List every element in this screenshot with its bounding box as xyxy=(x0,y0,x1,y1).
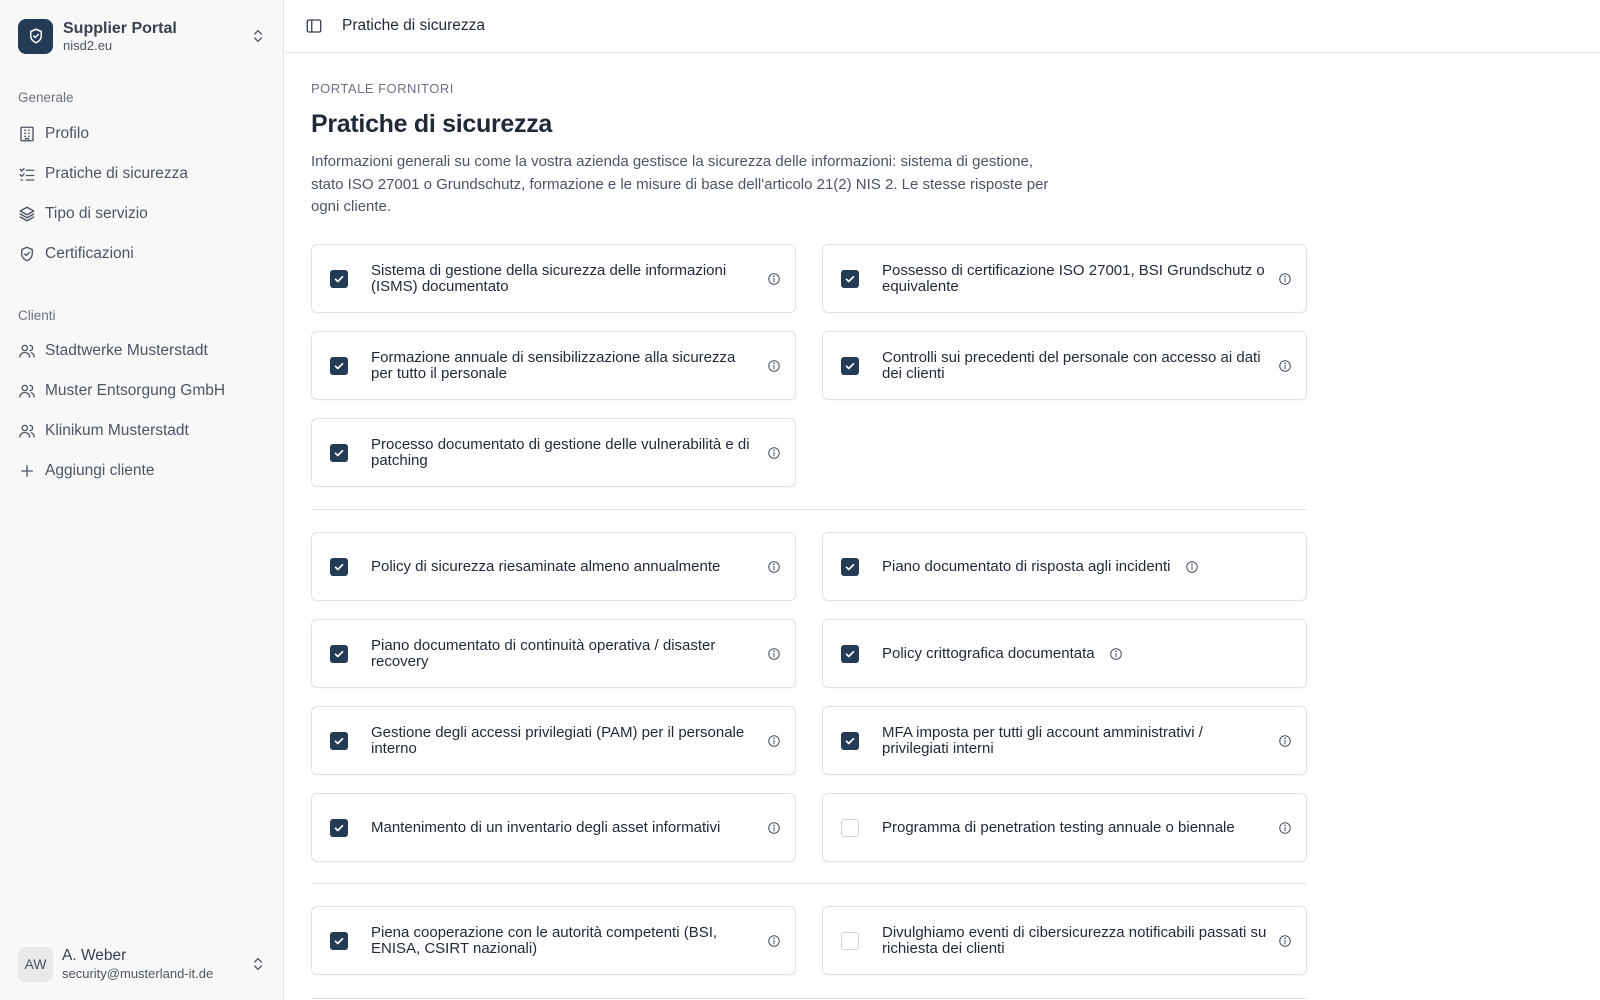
page-title: Pratiche di sicurezza xyxy=(311,110,553,138)
users-icon xyxy=(18,422,36,440)
practice-checkbox[interactable] xyxy=(330,732,348,750)
shield-logo-icon xyxy=(18,19,53,54)
info-icon[interactable] xyxy=(1185,560,1199,574)
user-email: security@musterland-it.de xyxy=(62,966,214,981)
info-icon[interactable] xyxy=(767,446,781,460)
practice-card[interactable] xyxy=(822,793,1307,862)
practice-label: Gestione degli accessi privilegiati (PAM) per il personale interno xyxy=(371,724,745,757)
practice-checkbox[interactable] xyxy=(330,357,348,375)
info-icon[interactable] xyxy=(1278,821,1292,835)
info-icon[interactable] xyxy=(767,734,781,748)
sidebar-item-client-klinikum[interactable] xyxy=(10,414,272,448)
practice-label: Sistema di gestione della sicurezza delle informazioni (ISMS) documentato xyxy=(371,262,727,295)
practice-label: Piano documentato di continuità operativa / disaster recovery xyxy=(371,637,716,670)
practice-checkbox[interactable] xyxy=(841,645,859,663)
practice-label: MFA imposta per tutti gli account amministrativi / privilegiati interni xyxy=(882,724,1203,757)
org-domain: nisd2.eu xyxy=(63,37,113,53)
practice-card[interactable] xyxy=(311,793,796,862)
practice-checkbox[interactable] xyxy=(841,558,859,576)
practice-label: Formazione annuale di sensibilizzazione alla sicurezza per tutto il personale xyxy=(371,349,736,382)
users-icon xyxy=(18,342,36,360)
info-icon[interactable] xyxy=(1278,359,1292,373)
page-description: Informazioni generali su come la vostra azienda gestisce la sicurezza delle informazioni: sistema di gestione, stato ISO 27001 o Grundschutz, formazione e le misure di base dell'articolo 21(2) NIS 2. Le stesse risposte per ogni cliente. xyxy=(311,153,1049,215)
practice-card[interactable] xyxy=(311,244,796,313)
sidebar-item-label: Pratiche di sicurezza xyxy=(45,165,189,182)
org-name: Supplier Portal xyxy=(63,19,177,37)
practice-checkbox[interactable] xyxy=(330,270,348,288)
sidebar-item-label: Stadtwerke Musterstadt xyxy=(45,342,208,359)
practice-card[interactable] xyxy=(822,706,1307,775)
sidebar-item-pratiche[interactable] xyxy=(10,157,272,191)
practice-card[interactable] xyxy=(822,331,1307,400)
sidebar-item-label: Klinikum Musterstadt xyxy=(45,422,189,439)
add-client-label: Aggiungi cliente xyxy=(45,462,155,479)
practice-label: Programma di penetration testing annuale o biennale xyxy=(882,818,1235,836)
plus-icon xyxy=(18,462,36,480)
section-divider xyxy=(311,998,1307,999)
shield-check-icon xyxy=(18,245,36,263)
practice-card[interactable] xyxy=(822,619,1307,688)
info-icon[interactable] xyxy=(1109,647,1123,661)
building-icon xyxy=(18,125,36,143)
checklist-icon xyxy=(18,165,36,183)
practice-label: Piano documentato di risposta agli incidenti xyxy=(882,557,1171,575)
layers-icon xyxy=(18,205,36,223)
practice-checkbox[interactable] xyxy=(841,357,859,375)
practice-card[interactable] xyxy=(822,906,1307,975)
info-icon[interactable] xyxy=(767,647,781,661)
info-icon[interactable] xyxy=(767,359,781,373)
chevron-up-down-icon xyxy=(250,956,266,972)
topbar xyxy=(285,0,1600,53)
practice-card[interactable] xyxy=(822,244,1307,313)
practice-card[interactable] xyxy=(311,706,796,775)
nav-section-general: Generale xyxy=(18,90,74,105)
info-icon[interactable] xyxy=(1278,934,1292,948)
practice-checkbox[interactable] xyxy=(841,732,859,750)
sidebar-item-certificazioni[interactable] xyxy=(10,237,272,271)
practice-label: Controlli sui precedenti del personale con accesso ai dati dei clienti xyxy=(882,349,1261,382)
org-switcher[interactable] xyxy=(18,17,266,55)
practice-checkbox[interactable] xyxy=(841,819,859,837)
sidebar-item-client-muster-entsorgung[interactable] xyxy=(10,374,272,408)
practice-label: Divulghiamo eventi di cibersicurezza notificabili passati su richiesta dei clienti xyxy=(882,924,1267,957)
practice-checkbox[interactable] xyxy=(330,819,348,837)
section-divider xyxy=(311,509,1307,510)
page-eyebrow: PORTALE FORNITORI xyxy=(311,81,454,96)
practice-card[interactable] xyxy=(311,906,796,975)
sidebar xyxy=(0,0,284,1000)
sidebar-item-label: Profilo xyxy=(45,125,89,142)
sidebar-item-label: Muster Entsorgung GmbH xyxy=(45,382,226,399)
practice-checkbox[interactable] xyxy=(330,444,348,462)
add-client-button[interactable] xyxy=(10,454,272,488)
practice-card[interactable] xyxy=(311,331,796,400)
sidebar-toggle-icon[interactable] xyxy=(305,17,323,35)
sidebar-item-label: Certificazioni xyxy=(45,245,134,262)
info-icon[interactable] xyxy=(767,560,781,574)
sidebar-item-label: Tipo di servizio xyxy=(45,205,148,222)
sidebar-item-profilo[interactable] xyxy=(10,117,272,151)
info-icon[interactable] xyxy=(1278,272,1292,286)
avatar: AW xyxy=(18,947,53,982)
practice-card[interactable] xyxy=(311,532,796,601)
user-name: A. Weber xyxy=(62,947,127,964)
practice-label: Mantenimento di un inventario degli asset informativi xyxy=(371,818,721,836)
info-icon[interactable] xyxy=(767,272,781,286)
nav-section-clients: Clienti xyxy=(18,308,56,323)
practice-label: Piena cooperazione con le autorità competenti (BSI, ENISA, CSIRT nazionali) xyxy=(371,924,718,957)
practice-checkbox[interactable] xyxy=(330,558,348,576)
practice-checkbox[interactable] xyxy=(330,645,348,663)
chevron-up-down-icon xyxy=(250,28,266,44)
practice-checkbox[interactable] xyxy=(841,932,859,950)
users-icon xyxy=(18,382,36,400)
practice-label: Possesso di certificazione ISO 27001, BSI Grundschutz o equivalente xyxy=(882,262,1265,295)
user-menu[interactable] xyxy=(18,944,266,984)
sidebar-item-tipo-servizio[interactable] xyxy=(10,197,272,231)
practice-card[interactable] xyxy=(822,532,1307,601)
practice-checkbox[interactable] xyxy=(330,932,348,950)
practice-label: Policy crittografica documentata xyxy=(882,644,1095,662)
practice-label: Policy di sicurezza riesaminate almeno annualmente xyxy=(371,557,721,575)
info-icon[interactable] xyxy=(1278,734,1292,748)
section-divider xyxy=(311,883,1307,884)
info-icon[interactable] xyxy=(767,934,781,948)
practice-card[interactable] xyxy=(311,418,796,487)
practice-card[interactable] xyxy=(311,619,796,688)
info-icon[interactable] xyxy=(767,821,781,835)
sidebar-item-client-stadtwerke[interactable] xyxy=(10,334,272,368)
breadcrumb: Pratiche di sicurezza xyxy=(342,17,486,34)
practice-checkbox[interactable] xyxy=(841,270,859,288)
practice-label: Processo documentato di gestione delle vulnerabilità e di patching xyxy=(371,436,750,469)
